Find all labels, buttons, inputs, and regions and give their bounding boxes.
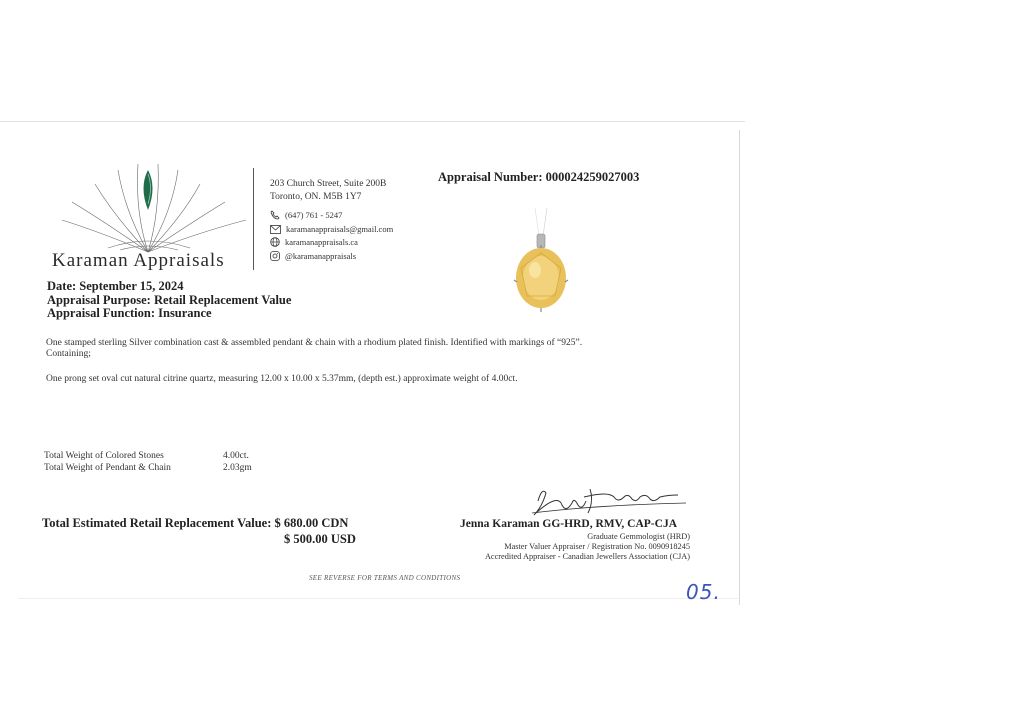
citrine-pendant-image: [505, 208, 575, 318]
right-border-line: [739, 130, 740, 605]
weight-label-pendant: Total Weight of Pendant & Chain: [44, 463, 171, 473]
description-line-2: Containing;: [46, 349, 91, 359]
appraiser-credential-2: Master Valuer Appraiser / Registration No. 0090918245: [504, 542, 690, 551]
weight-value-stones: 4.00ct.: [223, 451, 249, 461]
globe-icon: [270, 237, 280, 247]
instagram-handle: @karamanappraisals: [285, 251, 357, 261]
appraiser-signature: [528, 483, 688, 519]
description-line-3: One prong set oval cut natural citrine quartz, measuring 12.00 x 10.00 x 5.37mm, (depth est.) approximate weight of 4.00ct.: [46, 374, 518, 384]
phone-icon: [270, 210, 280, 220]
address-line-2: Toronto, ON. M5B 1Y7: [270, 192, 362, 202]
address-line-1: 203 Church Street, Suite 200B: [270, 179, 387, 189]
description-line-1: One stamped sterling Silver combination cast & assembled pendant & chain with a rhodium plated finish. Identified with markings of “925”.: [46, 338, 583, 348]
appraiser-credential-3: Accredited Appraiser - Canadian Jewellers Association (CJA): [484, 552, 690, 561]
bottom-border-line: [18, 598, 738, 599]
contact-email: [270, 224, 393, 234]
appraisal-purpose: Appraisal Purpose: Retail Replacement Value: [47, 293, 292, 307]
weight-value-pendant: 2.03gm: [223, 463, 252, 473]
company-name: Karaman Appraisals: [52, 250, 225, 271]
email-address: karamanappraisals@gmail.com: [286, 224, 394, 234]
weight-label-stones: Total Weight of Colored Stones: [44, 451, 164, 461]
instagram-icon: [270, 251, 280, 261]
total-value-cdn: Total Estimated Retail Replacement Value: $ 680.00 CDN: [42, 516, 349, 530]
appraiser-name: Jenna Karaman GG-HRD, RMV, CAP-CJA: [460, 518, 678, 530]
contact-phone: [270, 210, 342, 220]
karaman-logo-icon: [60, 162, 250, 262]
appraisal-date: Date: September 15, 2024: [47, 279, 184, 293]
contact-instagram: [270, 251, 356, 261]
appraisal-function: Appraisal Function: Insurance: [47, 306, 212, 320]
phone-number: (647) 761 - 5247: [285, 210, 343, 220]
header-divider: [253, 168, 254, 270]
appraisal-number: Appraisal Number: 000024259027003: [438, 170, 640, 184]
appraiser-credential-1: Graduate Gemmologist (HRD): [587, 532, 690, 541]
top-border-line: [0, 121, 745, 122]
total-value-usd: $ 500.00 USD: [284, 532, 356, 546]
handwritten-page-number: 05.: [686, 580, 721, 604]
mail-icon: [270, 225, 281, 234]
contact-website: [270, 237, 358, 247]
website-url: karamanappraisals.ca: [285, 237, 358, 247]
terms-note: SEE REVERSE FOR TERMS AND CONDITIONS: [309, 574, 461, 582]
